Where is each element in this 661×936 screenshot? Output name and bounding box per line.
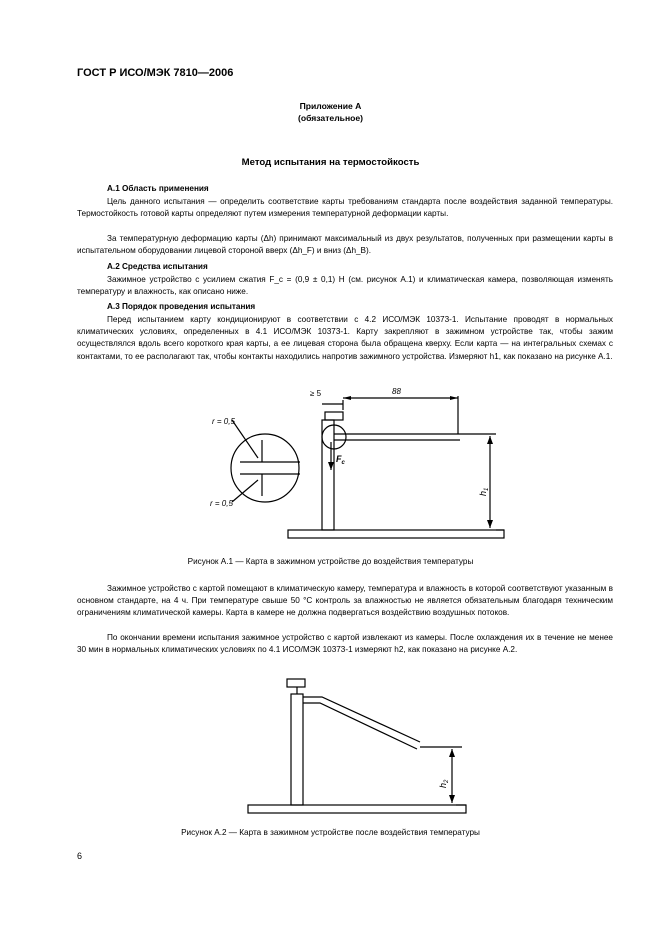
paragraph-a3-1: Перед испытанием карту кондиционируют в соответствии с 4.2 ИСО/МЭК 10373-1. Испытание проводят в нормальных климатических условиях, определенных в 4.1 ИСО/МЭК 10373-1. Карту закрепляют в зажимном устройстве так, чтобы зажим осуществлялся вдоль всего короткого края карты, а ее лицевая сторона была обращена кверху. Если карта — на интегральных схемах с контактами, то ее располагают так, чтобы контакты находились напротив зажимного устройства. Измеряют h1, как показано на рисунке А.1. bbox=[77, 315, 613, 361]
annex-status: (обязательное) bbox=[297, 113, 364, 123]
heading-a3: А.3 Порядок проведения испытания bbox=[107, 302, 256, 311]
label-radius-top: r = 0,5 bbox=[212, 417, 235, 426]
figure-a1-caption: Рисунок А.1 — Карта в зажимном устройстве до воздействия температуры bbox=[187, 557, 474, 566]
page-number: 6 bbox=[77, 851, 83, 861]
label-radius-bottom: r = 0,5 bbox=[210, 499, 233, 508]
section-title: Метод испытания на термостойкость bbox=[241, 157, 420, 168]
label-min-5: ≥ 5 bbox=[310, 389, 322, 398]
label-force: $F_c$ bbox=[336, 454, 345, 466]
clamp-post-2 bbox=[291, 694, 303, 805]
paragraph-a3-2: Зажимное устройство с картой помещают в климатическую камеру, температура и влажность в которой соответствуют указанным в основном стандарте, на 4 ч. При температуре свыше 50 °С контроль за влажностью не является обязательным благодаря техническим ограничениям климатической камеры. Карта в камере не должна подвергаться воздействию воздушных потоков. bbox=[77, 584, 613, 618]
paragraph-a3-3: По окончании времени испытания зажимное устройство с картой извлекают из камеры. После охлаждения их в течение не менее 30 мин в нормальных климатических условиях по 4.1 ИСО/МЭК 10373-1 измеряют h2, как показано на рисунке А.2. bbox=[77, 633, 613, 655]
annex-label: Приложение А bbox=[299, 101, 362, 111]
label-dimension-88: 88 bbox=[392, 387, 401, 396]
paragraph-a2-1: Зажимное устройство с усилием сжатия F_c = (0,9 ± 0,1) Н (см. рисунок А.1) и климатическая камера, позволяющая изменять температуру и влажность, как описано ниже. bbox=[77, 275, 613, 297]
clamp-base-2 bbox=[248, 805, 466, 813]
paragraph-a1-1: Цель данного испытания — определить соответствие карты требованиям стандарта после воздействия заданной температуры. Термостойкость готовой карты определяют путем измерения температурной деформации карты. bbox=[77, 197, 613, 219]
paragraph-a1-2: За температурную деформацию карты (Δh) принимают максимальный из двух результатов, полученных при размещении карты в испытательном оборудовании лицевой стороной вверх (Δh_F) и вниз (Δh_B). bbox=[77, 234, 613, 256]
heading-a2: А.2 Средства испытания bbox=[107, 262, 208, 271]
figure-a2-caption: Рисунок А.2 — Карта в зажимном устройстве после воздействия температуры bbox=[181, 828, 480, 837]
clamp-head-2 bbox=[287, 679, 305, 687]
label-h2: $h_2$ bbox=[438, 779, 450, 788]
label-h1: $h_1$ bbox=[478, 487, 490, 496]
document-header: ГОСТ Р ИСО/МЭК 7810—2006 bbox=[77, 67, 234, 79]
heading-a1: А.1 Область применения bbox=[107, 184, 209, 193]
card-deformed-bottom bbox=[303, 703, 417, 749]
